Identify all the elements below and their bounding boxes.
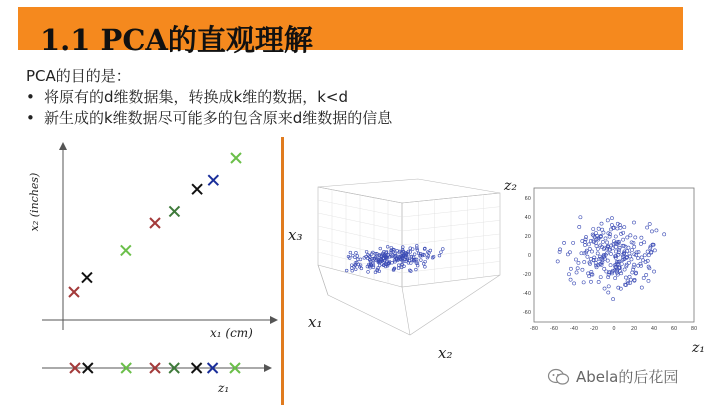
z-ytick-label: 0 <box>527 253 531 259</box>
vertical-divider <box>281 137 284 405</box>
point-z <box>647 254 650 257</box>
z-ytick-label: -20 <box>522 272 531 278</box>
wechat-icon <box>548 368 570 386</box>
z-xtick-label: -80 <box>529 326 539 332</box>
point-z <box>601 240 604 243</box>
point-z <box>624 276 627 279</box>
z-xtick-label: -60 <box>549 326 559 332</box>
point-z <box>663 233 666 236</box>
point-z <box>607 285 610 288</box>
point-3d <box>355 251 358 254</box>
z-xtick-label: 60 <box>670 326 678 332</box>
point-z <box>655 229 658 232</box>
point-z <box>629 278 632 281</box>
z-xtick-label: -20 <box>589 326 599 332</box>
point-z <box>600 222 603 225</box>
point-z <box>596 252 599 255</box>
point-z <box>566 253 569 256</box>
point-3d <box>365 250 368 253</box>
point-3d <box>397 264 400 267</box>
point-z <box>646 226 649 229</box>
x-marker <box>121 245 131 255</box>
point-z <box>650 230 653 233</box>
point-z <box>579 216 582 219</box>
point-3d <box>349 251 352 254</box>
watermark <box>548 366 678 387</box>
point-3d <box>367 270 370 273</box>
point-z <box>645 273 648 276</box>
point-3d <box>441 248 444 251</box>
point-z <box>577 261 580 264</box>
point-3d <box>374 271 377 274</box>
point-z <box>640 286 643 289</box>
x-axis-label: x₁ (cm) <box>210 326 253 340</box>
point-z <box>616 273 619 276</box>
point-z <box>586 272 589 275</box>
point-z <box>630 258 633 261</box>
point-3d <box>415 258 418 261</box>
point-z <box>574 258 577 261</box>
z-ytick-label: 40 <box>524 215 531 221</box>
point-z <box>629 234 632 237</box>
point-z <box>590 270 593 273</box>
point-z <box>627 261 630 264</box>
point-z <box>647 279 650 282</box>
point-z <box>572 282 575 285</box>
point-z <box>592 227 595 230</box>
point-z <box>597 280 600 283</box>
point-z <box>567 273 570 276</box>
cube-wireframe <box>318 179 500 335</box>
point-3d <box>360 267 363 270</box>
intro-heading: PCA的目的是： <box>26 67 131 85</box>
point-z <box>578 225 581 228</box>
bullet-2: • 新生成的k维数据尽可能多的包含原来d维数据的信息 <box>26 108 392 129</box>
point-z <box>572 241 575 244</box>
x-marker <box>231 153 241 163</box>
point-3d <box>409 251 412 254</box>
plot-2d <box>20 140 282 405</box>
point-z <box>603 287 606 290</box>
point-3d <box>345 269 348 272</box>
point-z <box>648 222 651 225</box>
point-z <box>569 267 572 270</box>
point-3d <box>415 268 418 271</box>
point-z <box>583 260 586 263</box>
point-z <box>614 277 617 280</box>
point-z <box>575 271 578 274</box>
point-z <box>569 278 572 281</box>
point-3d <box>396 249 399 252</box>
point-z <box>590 250 593 253</box>
intro-text <box>26 66 392 129</box>
z-xtick-label: 80 <box>690 326 698 332</box>
point-z <box>643 241 646 244</box>
point-z <box>626 236 629 239</box>
point-z <box>653 249 656 252</box>
point-z <box>583 243 586 246</box>
y-axis-label: x₂ (inches) <box>28 172 41 232</box>
point-z <box>606 219 609 222</box>
point-z <box>605 241 608 244</box>
y-axis-label-3d: x₂ <box>438 344 453 362</box>
point-3d <box>417 252 420 255</box>
point-z <box>556 260 559 263</box>
point-z <box>576 267 579 270</box>
point-z <box>630 248 633 251</box>
point-z <box>642 276 645 279</box>
point-3d <box>407 250 410 253</box>
title-bar <box>18 7 683 57</box>
point-z <box>623 226 626 229</box>
point-z <box>632 221 635 224</box>
point-z <box>609 264 612 267</box>
x-marker <box>82 273 92 283</box>
watermark-text: Abela的后花园 <box>576 368 679 386</box>
point-z <box>628 252 631 255</box>
x-axis-arrow <box>270 316 278 324</box>
point-3d <box>397 267 400 270</box>
slide-title: 1.1 PCA的直观理解 <box>40 23 313 57</box>
point-z <box>614 235 617 238</box>
point-3d <box>366 257 369 260</box>
point-z <box>614 245 617 248</box>
z-ytick-label: 20 <box>524 234 531 240</box>
point-z <box>636 257 639 260</box>
z1-label: z₁ <box>692 340 705 356</box>
z2-label: z₂ <box>504 178 517 194</box>
x-marker <box>169 206 179 216</box>
plot-z <box>500 180 715 360</box>
point-z <box>586 255 589 258</box>
z-ytick-label: -40 <box>522 291 531 297</box>
point-z <box>639 262 642 265</box>
point-z <box>646 250 649 253</box>
point-3d <box>440 251 443 254</box>
point-z <box>589 280 592 283</box>
point-z <box>618 246 621 249</box>
z-ytick-label: -60 <box>522 310 531 316</box>
point-3d <box>394 260 397 263</box>
bullet-1: • 将原有的d维数据集，转换成k维的数据，k<d <box>26 87 392 108</box>
point-z <box>640 236 643 239</box>
point-z <box>652 270 655 273</box>
z-xtick-label: 0 <box>612 326 616 332</box>
point-z <box>643 254 646 257</box>
projection-label: z₁ <box>218 381 230 395</box>
point-3d <box>413 253 416 256</box>
point-3d <box>351 254 354 257</box>
point-z <box>611 298 614 301</box>
point-3d <box>419 259 422 262</box>
point-z <box>602 231 605 234</box>
x-axis-label-3d: x₁ <box>308 313 323 331</box>
point-z <box>622 238 625 241</box>
x-marker <box>69 287 79 297</box>
point-z <box>629 281 632 284</box>
point-3d <box>423 265 426 268</box>
z-xtick-label: -40 <box>569 326 579 332</box>
z-ytick-label: 60 <box>524 196 531 202</box>
x-marker <box>150 218 160 228</box>
point-3d <box>386 245 389 248</box>
point-3d <box>356 255 359 258</box>
point-z <box>610 217 613 220</box>
point-z <box>562 241 565 244</box>
point-z <box>581 268 584 271</box>
point-z <box>607 291 610 294</box>
point-z <box>637 250 640 253</box>
point-z <box>599 276 602 279</box>
x-marker <box>192 184 202 194</box>
z-axis-label-3d: x₃ <box>288 226 303 244</box>
point-z <box>620 262 623 265</box>
z-xtick-label: 20 <box>630 326 638 332</box>
point-z <box>639 242 642 245</box>
point-3d <box>409 247 412 250</box>
point-z <box>634 236 637 239</box>
x-marker <box>208 175 218 185</box>
point-3d <box>379 247 382 250</box>
point-z <box>582 281 585 284</box>
point-z <box>623 268 626 271</box>
y-axis-arrow <box>59 142 67 150</box>
point-z <box>597 227 600 230</box>
point-z <box>633 245 636 248</box>
point-z <box>604 237 607 240</box>
point-z <box>596 247 599 250</box>
point-z <box>587 243 590 246</box>
z-xtick-label: 40 <box>650 326 658 332</box>
point-z <box>616 227 619 230</box>
point-3d <box>424 260 427 263</box>
projection-arrow <box>264 364 272 372</box>
point-3d <box>354 268 357 271</box>
point-z <box>631 271 634 274</box>
plot-3d <box>288 175 505 365</box>
point-z <box>609 252 612 255</box>
